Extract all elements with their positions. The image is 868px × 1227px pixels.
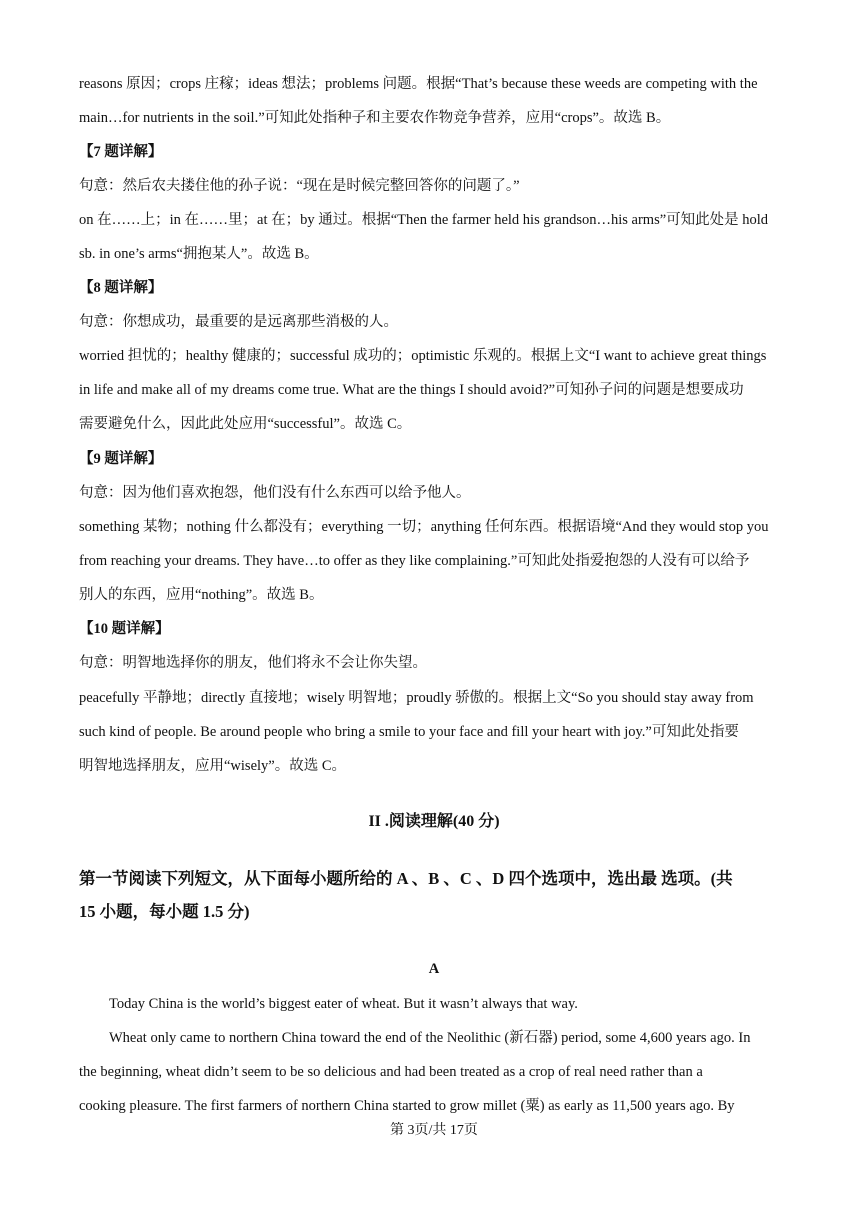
text-line: peacefully 平静地；directly 直接地；wisely 明智地；proudly 骄傲的。根据上文“So you should stay away from	[79, 690, 754, 706]
text-line: main…for nutrients in the soil.”可知此处指种子和主要农作物竞争营养，应用“crops”。故选 B。	[79, 110, 671, 126]
passage-line: Wheat only came to northern China toward the end of the Neolithic (新石器) period, some 4,600 years ago. In	[109, 1030, 751, 1046]
text-line: something 某物；nothing 什么都没有；everything 一切；anything 任何东西。根据语境“And they would stop you	[79, 519, 769, 535]
text-line: 明智地选择朋友，应用“wisely”。故选 C。	[79, 758, 347, 774]
text-line: 句意：因为他们喜欢抱怨，他们没有什么东西可以给予他人。	[79, 485, 471, 501]
text-line: worried 担忧的；healthy 健康的；successful 成功的；optimistic 乐观的。根据上文“I want to achieve great things	[79, 348, 767, 364]
text-line: reasons 原因；crops 庄稼；ideas 想法；problems 问题。根据“That’s because these weeds are competing with the	[79, 76, 758, 92]
text-line: such kind of people. Be around people who bring a smile to your face and fill your heart with joy.”可知此处指要	[79, 724, 739, 740]
text-line: 别人的东西，应用“nothing”。故选 B。	[79, 587, 324, 603]
passage-line: Today China is the world’s biggest eater of wheat. But it wasn’t always that way.	[109, 996, 578, 1012]
question-heading: 【7 题详解】	[79, 144, 163, 160]
text-line: 需要避免什么，因此此处应用“successful”。故选 C。	[79, 416, 412, 432]
text-line: 句意：你想成功，最重要的是远离那些消极的人。	[79, 314, 398, 330]
passage-line: the beginning, wheat didn’t seem to be so delicious and had been treated as a crop of real need rather than a	[79, 1064, 703, 1080]
text-line: on 在……上；in 在……里；at 在；by 通过。根据“Then the farmer held his grandson…his arms”可知此处是 hold	[79, 212, 769, 228]
question-heading: 【8 题详解】	[79, 280, 163, 296]
page-footer: 第 3页/共 17页	[390, 1123, 478, 1138]
text-line: 句意：明智地选择你的朋友，他们将永不会让你失望。	[79, 655, 427, 671]
text-line: 句意：然后农夫搂住他的孙子说：“现在是时候完整回答你的问题了。”	[79, 178, 520, 194]
question-heading: 【9 题详解】	[79, 451, 163, 467]
question-heading: 【10 题详解】	[79, 621, 170, 637]
instructions-line: 第一节阅读下列短文，从下面每小题所给的 A 、B 、C 、D 四个选项中，选出最 选项。(共	[79, 869, 733, 888]
text-line: from reaching your dreams. They have…to offer as they like complaining.”可知此处指爱抱怨的人没有可以给予	[79, 553, 750, 569]
text-line: sb. in one’s arms“拥抱某人”。故选 B。	[79, 246, 319, 262]
passage-label: A	[428, 961, 440, 977]
passage-line: cooking pleasure. The first farmers of northern China started to grow millet (粟) as early as 11,500 years ago. By	[79, 1098, 735, 1114]
section-title: II .阅读理解(40 分)	[368, 813, 500, 830]
instructions-line: 15 小题，每小题 1.5 分)	[79, 902, 250, 921]
text-line: in life and make all of my dreams come true. What are the things I should avoid?”可知孙子问的问题是想要成功	[79, 382, 744, 398]
